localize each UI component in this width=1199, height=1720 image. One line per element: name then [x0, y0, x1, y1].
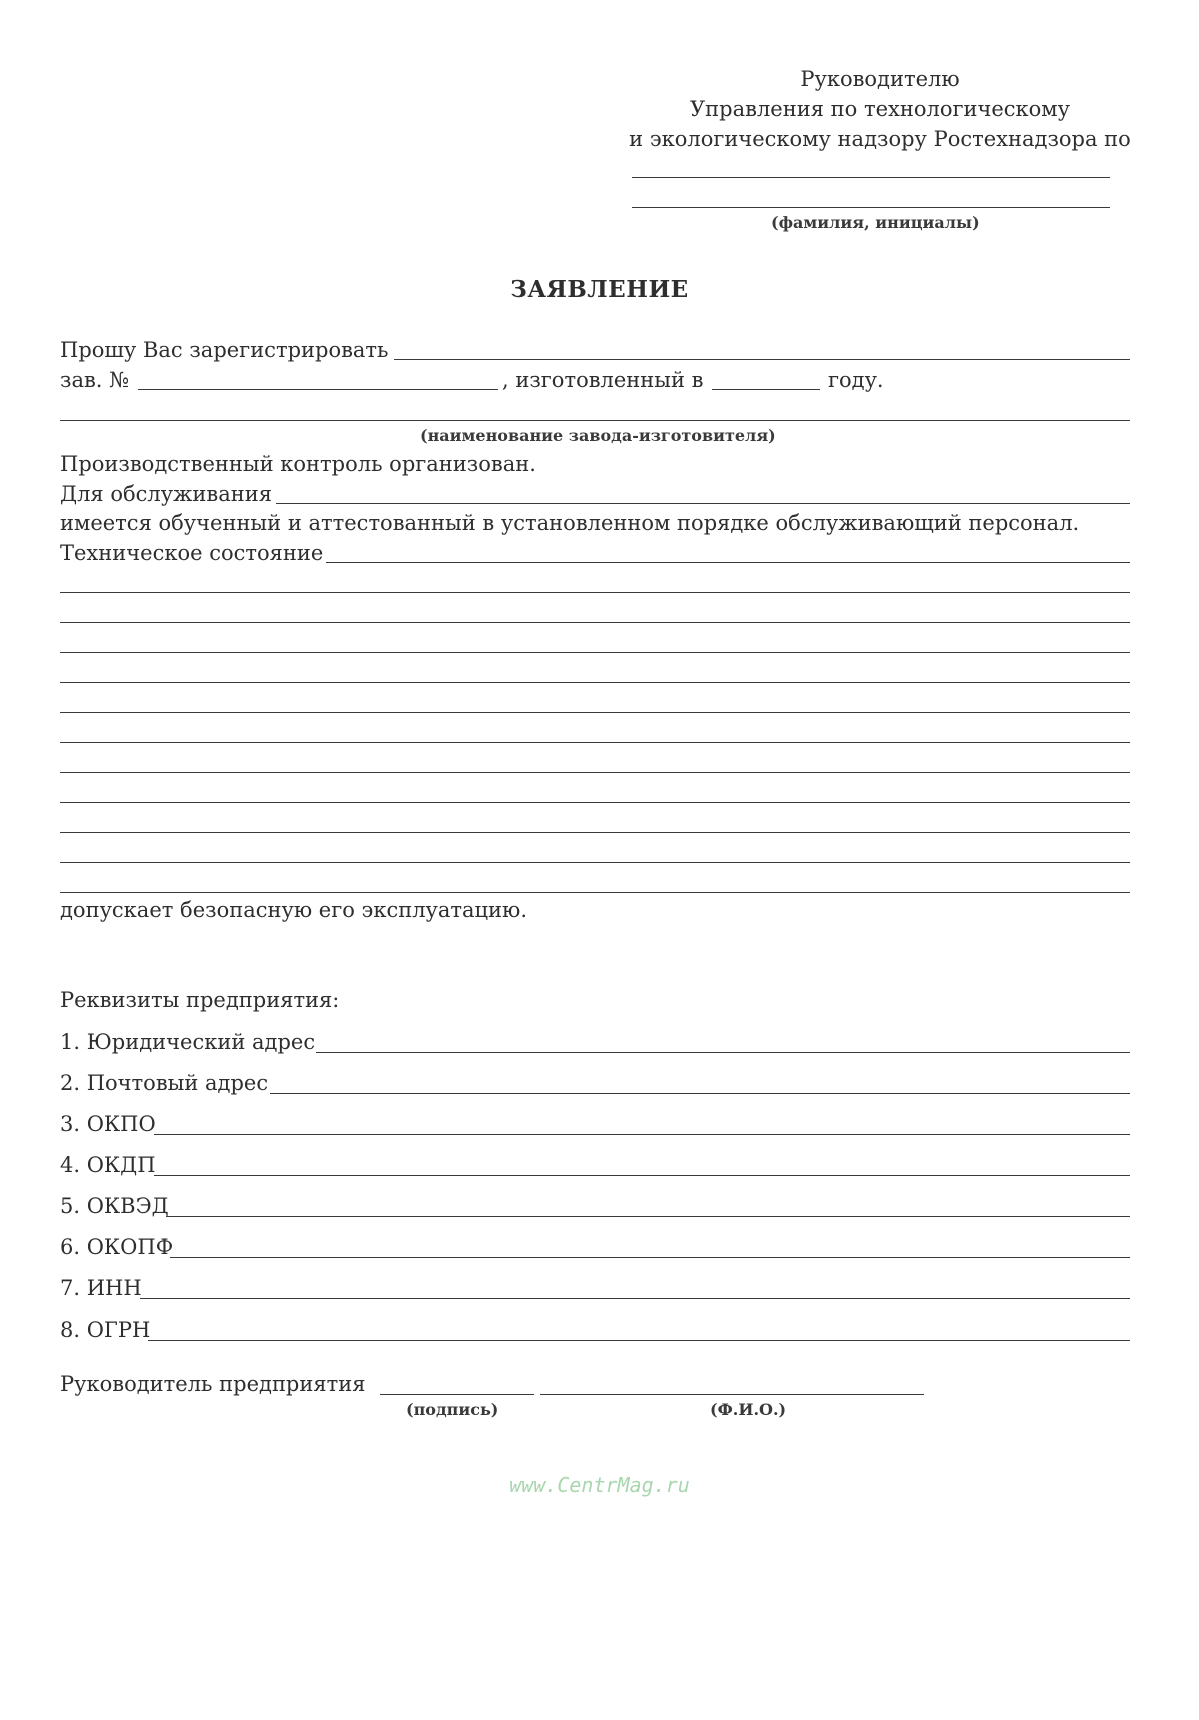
object-name-blank[interactable]	[394, 359, 1130, 360]
requisite-postal-address-blank[interactable]	[270, 1093, 1130, 1094]
register-label: Прошу Вас зарегистрировать	[60, 338, 389, 362]
addressee-line-3: и экологическому надзору Ростехнадзора по	[629, 127, 1131, 151]
condition-blank-line[interactable]	[60, 832, 1130, 833]
condition-blank-line[interactable]	[60, 592, 1130, 593]
control-text: Производственный контроль организован.	[60, 452, 536, 476]
condition-blank-line[interactable]	[60, 862, 1130, 863]
addressee-name-blank[interactable]	[632, 207, 1110, 208]
year-blank[interactable]	[712, 389, 820, 390]
condition-blank-line[interactable]	[60, 712, 1130, 713]
requisite-okopf-blank[interactable]	[170, 1257, 1130, 1258]
condition-blank-line[interactable]	[60, 682, 1130, 683]
manufactured-label: , изготовленный в	[502, 368, 704, 392]
requisites-heading: Реквизиты предприятия:	[60, 988, 340, 1012]
condition-label: Техническое состояние	[60, 541, 324, 565]
requisite-okpo-label: 3. ОКПО	[60, 1112, 156, 1136]
requisite-okved-label: 5. ОКВЭД	[60, 1194, 169, 1218]
manufacturer-blank[interactable]	[60, 420, 1130, 421]
service-blank[interactable]	[276, 503, 1130, 504]
signer-name-caption: (Ф.И.О.)	[710, 1400, 787, 1419]
condition-blank-line[interactable]	[60, 742, 1130, 743]
requisite-okopf-label: 6. ОКОПФ	[60, 1235, 174, 1259]
condition-blank-line[interactable]	[60, 892, 1130, 893]
addressee-region-blank[interactable]	[632, 177, 1110, 178]
condition-blank-line[interactable]	[60, 802, 1130, 803]
condition-blank-1[interactable]	[326, 562, 1130, 563]
manufacturer-caption: (наименование завода-изготовителя)	[420, 426, 776, 445]
serial-label: зав. №	[60, 368, 130, 392]
requisite-postal-address-label: 2. Почтовый адрес	[60, 1071, 269, 1095]
requisite-legal-address-blank[interactable]	[316, 1052, 1130, 1053]
serial-number-blank[interactable]	[138, 389, 498, 390]
personnel-text: имеется обученный и аттестованный в установленном порядке обслуживающий персонал.	[60, 511, 1080, 535]
requisite-inn-label: 7. ИНН	[60, 1276, 142, 1300]
signer-name-blank[interactable]	[540, 1394, 924, 1395]
service-label: Для обслуживания	[60, 482, 272, 506]
requisite-okdp-label: 4. ОКДП	[60, 1153, 156, 1177]
requisite-okpo-blank[interactable]	[154, 1134, 1130, 1135]
safe-operation-text: допускает безопасную его эксплуатацию.	[60, 898, 528, 922]
condition-blank-line[interactable]	[60, 772, 1130, 773]
signature-label: Руководитель предприятия	[60, 1372, 366, 1396]
requisite-okdp-blank[interactable]	[154, 1175, 1130, 1176]
requisite-inn-blank[interactable]	[140, 1298, 1130, 1299]
addressee-line-2: Управления по технологическому	[690, 97, 1070, 121]
addressee-name-caption: (фамилия, инициалы)	[771, 213, 980, 232]
document-title: ЗАЯВЛЕНИЕ	[510, 276, 689, 303]
year-label: году.	[828, 368, 884, 392]
condition-blank-line[interactable]	[60, 652, 1130, 653]
requisite-okved-blank[interactable]	[166, 1216, 1130, 1217]
requisite-ogrn-blank[interactable]	[148, 1340, 1130, 1341]
watermark-text: www.CentrMag.ru	[509, 1473, 690, 1497]
addressee-line-1: Руководителю	[800, 67, 960, 91]
requisite-legal-address-label: 1. Юридический адрес	[60, 1030, 316, 1054]
signature-caption: (подпись)	[406, 1400, 499, 1419]
signature-blank[interactable]	[380, 1394, 534, 1395]
condition-blank-line[interactable]	[60, 622, 1130, 623]
requisite-ogrn-label: 8. ОГРН	[60, 1318, 151, 1342]
